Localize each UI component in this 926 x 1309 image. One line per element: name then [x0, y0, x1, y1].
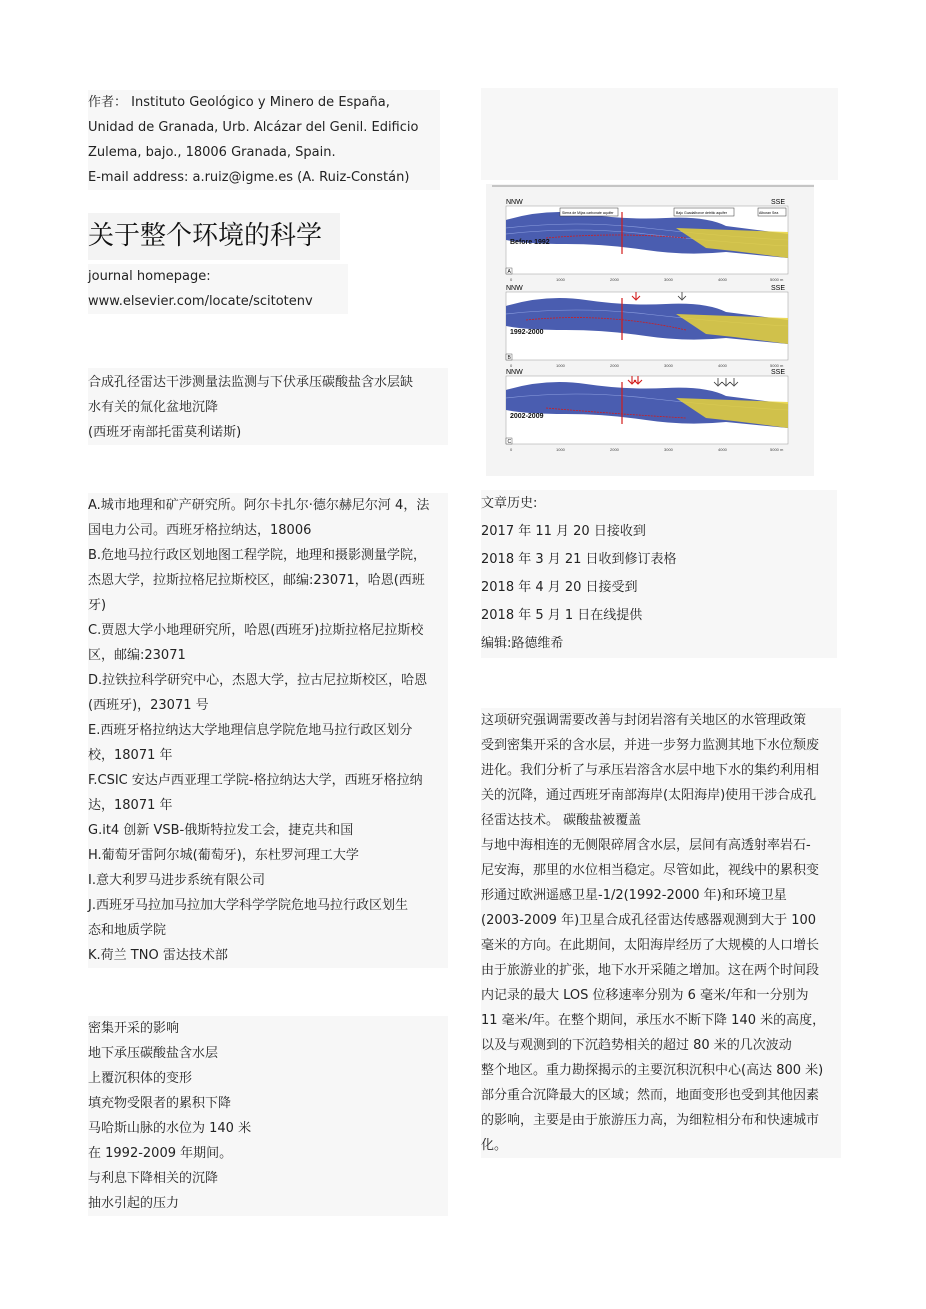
cross-section-figure	[486, 184, 814, 476]
abstract-line: 毫米的方向。在此期间，太阳海岸经历了大规模的人口增长	[481, 938, 820, 953]
x-tick: 5000 m	[770, 363, 784, 368]
x-tick: 0	[510, 277, 513, 282]
panel-letter: C	[507, 439, 512, 445]
x-axis	[510, 447, 784, 452]
abstract-line: 进化。我们分析了与承压岩溶含水层中地下水的集约利用相	[481, 763, 820, 778]
dir-left-label: NNW	[506, 199, 523, 206]
keyword: 密集开采的影响	[88, 1021, 180, 1036]
abstract-line: 关的沉降，通过西班牙南部海岸(太阳海岸)使用干涉合成孔	[481, 788, 817, 803]
affiliation-line: G.it4 创新 VSB-俄斯特拉发工会，捷克共和国	[88, 823, 354, 838]
keyword: 马哈斯山脉的水位为 140 米	[88, 1121, 252, 1136]
affiliation-line: 态和地质学院	[88, 923, 167, 938]
affiliation-line: D.拉铁拉科学研究中心，杰恩大学，拉古尼拉斯校区，哈恩	[88, 673, 428, 688]
x-tick: 2000	[610, 447, 619, 452]
abstract-line: 的影响，主要是由于旅游压力高，为细粒相分布和快速城市	[481, 1113, 820, 1128]
x-tick: 5000 m	[770, 447, 784, 452]
abstract-line: 部分重合沉降最大的区域；然而，地面变形也受到其他因素	[481, 1088, 820, 1103]
author-line: Unidad de Granada, Urb. Alcázar del Genil. Edificio	[88, 120, 419, 135]
author-line: Zulema, bajo., 18006 Granada, Spain.	[88, 145, 336, 160]
abstract-line: 这项研究强调需要改善与封闭岩溶有关地区的水管理政策	[481, 713, 807, 728]
affiliations-list	[88, 493, 448, 968]
history-accepted: 2018 年 4 月 20 日接受到	[481, 580, 638, 595]
affiliation-line: 杰恩大学，拉斯拉格尼拉斯校区，邮编:23071，哈恩(西班	[88, 573, 425, 588]
keyword: 地下承压碳酸盐含水层	[88, 1046, 219, 1061]
x-tick: 4000	[718, 363, 727, 368]
affiliation-line: A.城市地理和矿产研究所。阿尔卡扎尔·德尔赫尼尔河 4，法	[88, 498, 430, 513]
abstract-line: 形通过欧洲遥感卫星-1/2(1992-2000 年)和环境卫星	[481, 888, 787, 903]
journal-title: 关于整个环境的科学	[88, 213, 340, 260]
history-received: 2017 年 11 月 20 日接收到	[481, 524, 646, 539]
panel-period: 2002-2009	[510, 413, 544, 420]
affiliation-line: 校，18071 年	[88, 748, 173, 763]
x-tick: 5000 m	[770, 277, 784, 282]
abstract	[481, 708, 841, 1158]
x-tick: 1000	[556, 447, 565, 452]
homepage-label: journal homepage:	[88, 269, 211, 284]
panel-b	[506, 285, 788, 368]
keyword: 在 1992-2009 年期间。	[88, 1146, 233, 1161]
paper-title-line: 合成孔径雷达干涉测量法监测与下伏承压碳酸盐含水层缺	[88, 375, 414, 390]
affiliation-line: 达，18071 年	[88, 798, 173, 813]
keywords-list	[88, 1016, 448, 1216]
label-box-2-text: Bajo Guadalhorce detritic aquifer	[676, 211, 727, 215]
affiliation-line: B.危地马拉行政区划地图工程学院，地理和摄影测量学院，	[88, 548, 427, 563]
panel-letter: A	[507, 269, 511, 275]
affiliation-line: F.CSIC 安达卢西亚理工学院-格拉纳达大学，西班牙格拉纳	[88, 773, 423, 788]
affiliation-line: E.西班牙格拉纳达大学地理信息学院危地马拉行政区划分	[88, 723, 413, 738]
abstract-line: 内记录的最大 LOS 位移速率分别为 6 毫米/年和一分别为	[481, 988, 809, 1003]
abstract-line: 尼安海，那里的水位相当稳定。尽管如此，视线中的累积变	[481, 863, 820, 878]
affiliation-line: 国电力公司。西班牙格拉纳达，18006	[88, 523, 312, 538]
panel-c	[506, 369, 788, 452]
x-tick: 4000	[718, 277, 727, 282]
label-box-1-text: Sierra de Mijas carbonate aquifer	[562, 211, 614, 215]
x-tick: 3000	[664, 447, 673, 452]
keyword: 与利息下降相关的沉降	[88, 1171, 219, 1186]
author-email[interactable]: E-mail address: a.ruiz@igme.es (A. Ruiz-Constán)	[88, 170, 410, 185]
x-axis	[510, 363, 784, 368]
dir-right-label: SSE	[771, 199, 786, 206]
paper-title-line: (西班牙南部托雷莫利诺斯)	[88, 425, 242, 440]
abstract-line: 化。	[481, 1138, 508, 1153]
dir-right-label: SSE	[771, 369, 786, 376]
x-tick: 0	[510, 363, 513, 368]
panel-period: Before 1992	[510, 239, 550, 246]
x-tick: 0	[510, 447, 513, 452]
paper-title	[88, 368, 448, 445]
history-heading: 文章历史:	[481, 496, 538, 511]
x-tick: 1000	[556, 363, 565, 368]
abstract-line: 径雷达技术。 碳酸盐被覆盖	[481, 813, 642, 828]
affiliation-line: 牙)	[88, 598, 107, 613]
figure-header-placeholder	[481, 88, 838, 180]
affiliation-line: H.葡萄牙雷阿尔城(葡萄牙)，东杜罗河理工大学	[88, 848, 359, 863]
x-tick: 3000	[664, 277, 673, 282]
article-history	[481, 490, 837, 658]
history-editor: 编辑:路德维希	[481, 636, 564, 651]
abstract-line: 以及与观测到的下沉趋势相关的超过 80 米的几次波动	[481, 1038, 792, 1053]
dir-left-label: NNW	[506, 369, 523, 376]
panel-a	[506, 199, 788, 282]
x-tick: 3000	[664, 363, 673, 368]
dir-right-label: SSE	[771, 285, 786, 292]
abstract-line: 11 毫米/年。在整个期间，承压水不断下降 140 米的高度，	[481, 1013, 826, 1028]
panel-period: 1992-2000	[510, 329, 544, 336]
affiliation-line: C.贾恩大学小地理研究所，哈恩(西班牙)拉斯拉格尼拉斯校	[88, 623, 424, 638]
abstract-line: 整个地区。重力勘探揭示的主要沉积沉积中心(高达 800 米)	[481, 1063, 824, 1078]
affiliation-line: J.西班牙马拉加马拉加大学科学学院危地马拉行政区划生	[88, 898, 408, 913]
journal-homepage	[88, 264, 348, 314]
keyword: 抽水引起的压力	[88, 1196, 180, 1211]
affiliation-line: I.意大利罗马进步系统有限公司	[88, 873, 265, 888]
abstract-line: (2003-2009 年)卫星合成孔径雷达传感器观测到大于 100	[481, 913, 817, 928]
history-revised: 2018 年 3 月 21 日收到修订表格	[481, 552, 677, 567]
panel-letter: B	[507, 355, 511, 361]
affiliation-line: K.荷兰 TNO 雷达技术部	[88, 948, 228, 963]
x-tick: 1000	[556, 277, 565, 282]
affiliation-line: (西班牙)，23071 号	[88, 698, 209, 713]
x-tick: 4000	[718, 447, 727, 452]
abstract-line: 由于旅游业的扩张，地下水开采随之增加。这在两个时间段	[481, 963, 820, 978]
keyword: 填充物受限者的累积下降	[88, 1096, 232, 1111]
x-tick: 2000	[610, 363, 619, 368]
cross-section-svg	[486, 184, 814, 476]
keyword: 上覆沉积体的变形	[88, 1071, 193, 1086]
paper-title-line: 水有关的氚化盆地沉降	[88, 400, 219, 415]
dir-left-label: NNW	[506, 285, 523, 292]
x-axis	[510, 277, 784, 282]
abstract-line: 与地中海相连的无侧限碎屑含水层，层间有高透射率岩石-	[481, 838, 811, 853]
homepage-link[interactable]: www.elsevier.com/locate/scitotenv	[88, 294, 313, 309]
history-online: 2018 年 5 月 1 日在线提供	[481, 608, 643, 623]
label-box-3-text: Alboran Sea	[759, 211, 779, 215]
affiliation-line: 区，邮编:23071	[88, 648, 186, 663]
author-line: 作者： Instituto Geológico y Minero de España,	[88, 95, 390, 110]
x-tick: 2000	[610, 277, 619, 282]
abstract-line: 受到密集开采的含水层，并进一步努力监测其地下水位颓废	[481, 738, 820, 753]
author-affiliation-block	[88, 90, 440, 190]
